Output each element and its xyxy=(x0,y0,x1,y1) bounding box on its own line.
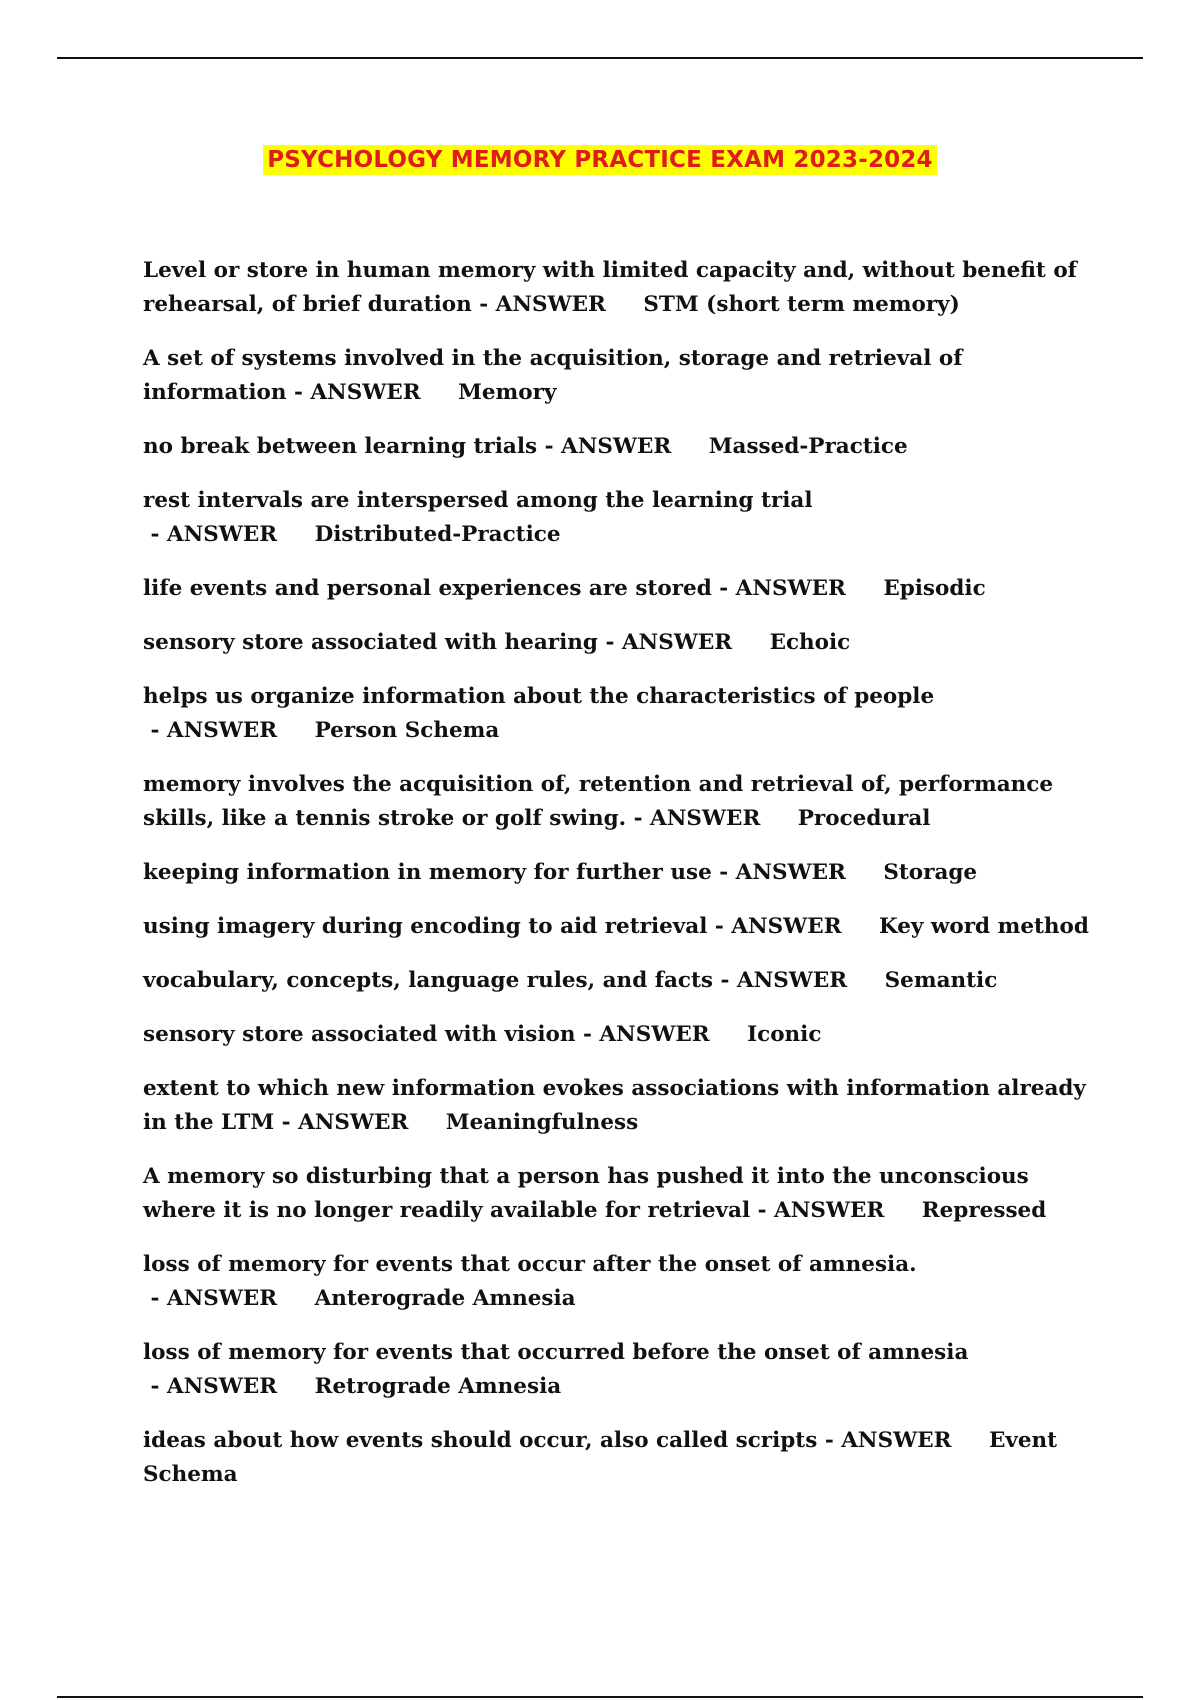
answer-text: Echoic xyxy=(769,630,851,655)
question-text: A memory so disturbing that a person has pushed it into the unconscious where it is no longer readily available for retrieval xyxy=(143,1164,1029,1223)
answer-text: Memory xyxy=(458,380,557,405)
answer-text: Iconic xyxy=(747,1022,822,1047)
top-rule xyxy=(57,57,1143,59)
question-text: sensory store associated with vision xyxy=(143,1022,576,1047)
qa-item xyxy=(143,856,1093,890)
qa-item xyxy=(143,1018,1093,1052)
qa-item xyxy=(143,1072,1093,1140)
question-text: loss of memory for events that occur after the onset of amnesia. xyxy=(143,1252,917,1277)
answer-text: Procedural xyxy=(797,806,931,831)
answer-separator: - ANSWER xyxy=(143,718,315,743)
qa-item xyxy=(143,342,1093,410)
answer-text: Event Schema xyxy=(143,1428,1058,1487)
answer-text: Distributed-Practice xyxy=(314,522,561,547)
answer-text: Storage xyxy=(883,860,978,885)
question-text: rest intervals are interspersed among the learning trial xyxy=(143,488,813,513)
question-text: using imagery during encoding to aid retrieval xyxy=(143,914,708,939)
answer-separator: - ANSWER xyxy=(750,1198,922,1223)
answer-text: Person Schema xyxy=(314,718,500,743)
answer-separator: - ANSWER xyxy=(537,434,709,459)
question-text: vocabulary, concepts, language rules, and facts xyxy=(143,968,714,993)
answer-text: Semantic xyxy=(884,968,998,993)
answer-separator: - ANSWER xyxy=(626,806,798,831)
answer-text: Repressed xyxy=(921,1198,1047,1223)
answer-text: Retrograde Amnesia xyxy=(314,1374,562,1399)
answer-separator: - ANSWER xyxy=(575,1022,748,1047)
qa-list xyxy=(143,254,1093,1512)
question-text: memory involves the acquisition of, retention and retrieval of, performance skills, like a tennis stroke or golf swing. xyxy=(143,772,1054,831)
qa-item xyxy=(143,1336,1093,1404)
answer-separator: - ANSWER xyxy=(713,968,885,993)
answer-text: Key word method xyxy=(879,914,1089,939)
answer-separator: - ANSWER xyxy=(286,380,459,405)
answer-separator: - ANSWER xyxy=(711,576,884,601)
document-title: PSYCHOLOGY MEMORY PRACTICE EXAM 2023-2024 xyxy=(263,145,937,175)
qa-item xyxy=(143,1160,1093,1228)
answer-separator: - ANSWER xyxy=(143,522,315,547)
question-text: loss of memory for events that occurred before the onset of amnesia xyxy=(143,1340,969,1365)
bottom-rule xyxy=(57,1696,1143,1698)
qa-item xyxy=(143,484,1093,552)
answer-separator: - ANSWER xyxy=(471,292,644,317)
qa-item xyxy=(143,430,1093,464)
answer-separator: - ANSWER xyxy=(274,1110,446,1135)
qa-item xyxy=(143,572,1093,606)
qa-item xyxy=(143,1248,1093,1316)
answer-separator: - ANSWER xyxy=(817,1428,989,1453)
answer-text: Meaningfulness xyxy=(445,1110,639,1135)
question-text: ideas about how events should occur, also called scripts xyxy=(143,1428,818,1453)
answer-text: Massed-Practice xyxy=(708,434,908,459)
question-text: extent to which new information evokes associations with information already in the LTM xyxy=(143,1076,1086,1135)
answer-text: STM (short term memory) xyxy=(643,292,960,317)
answer-separator: - ANSWER xyxy=(143,1374,315,1399)
qa-item xyxy=(143,626,1093,660)
title-container xyxy=(0,145,1200,175)
answer-text: Episodic xyxy=(883,576,986,601)
question-text: keeping information in memory for further use xyxy=(143,860,712,885)
qa-item xyxy=(143,1424,1093,1492)
question-text: Level or store in human memory with limited capacity and, without benefit of rehearsal, of brief duration xyxy=(143,258,1077,317)
answer-separator: - ANSWER xyxy=(597,630,770,655)
qa-item xyxy=(143,768,1093,836)
answer-separator: - ANSWER xyxy=(143,1286,315,1311)
answer-separator: - ANSWER xyxy=(711,860,884,885)
answer-text: Anterograde Amnesia xyxy=(314,1286,576,1311)
qa-item xyxy=(143,254,1093,322)
question-text: no break between learning trials xyxy=(143,434,538,459)
question-text: helps us organize information about the characteristics of people xyxy=(143,684,935,709)
qa-item xyxy=(143,910,1093,944)
qa-item xyxy=(143,680,1093,748)
question-text: life events and personal experiences are stored xyxy=(143,576,712,601)
question-text: A set of systems involved in the acquisition, storage and retrieval of information xyxy=(143,346,963,405)
answer-separator: - ANSWER xyxy=(707,914,879,939)
question-text: sensory store associated with hearing xyxy=(143,630,598,655)
qa-item xyxy=(143,964,1093,998)
